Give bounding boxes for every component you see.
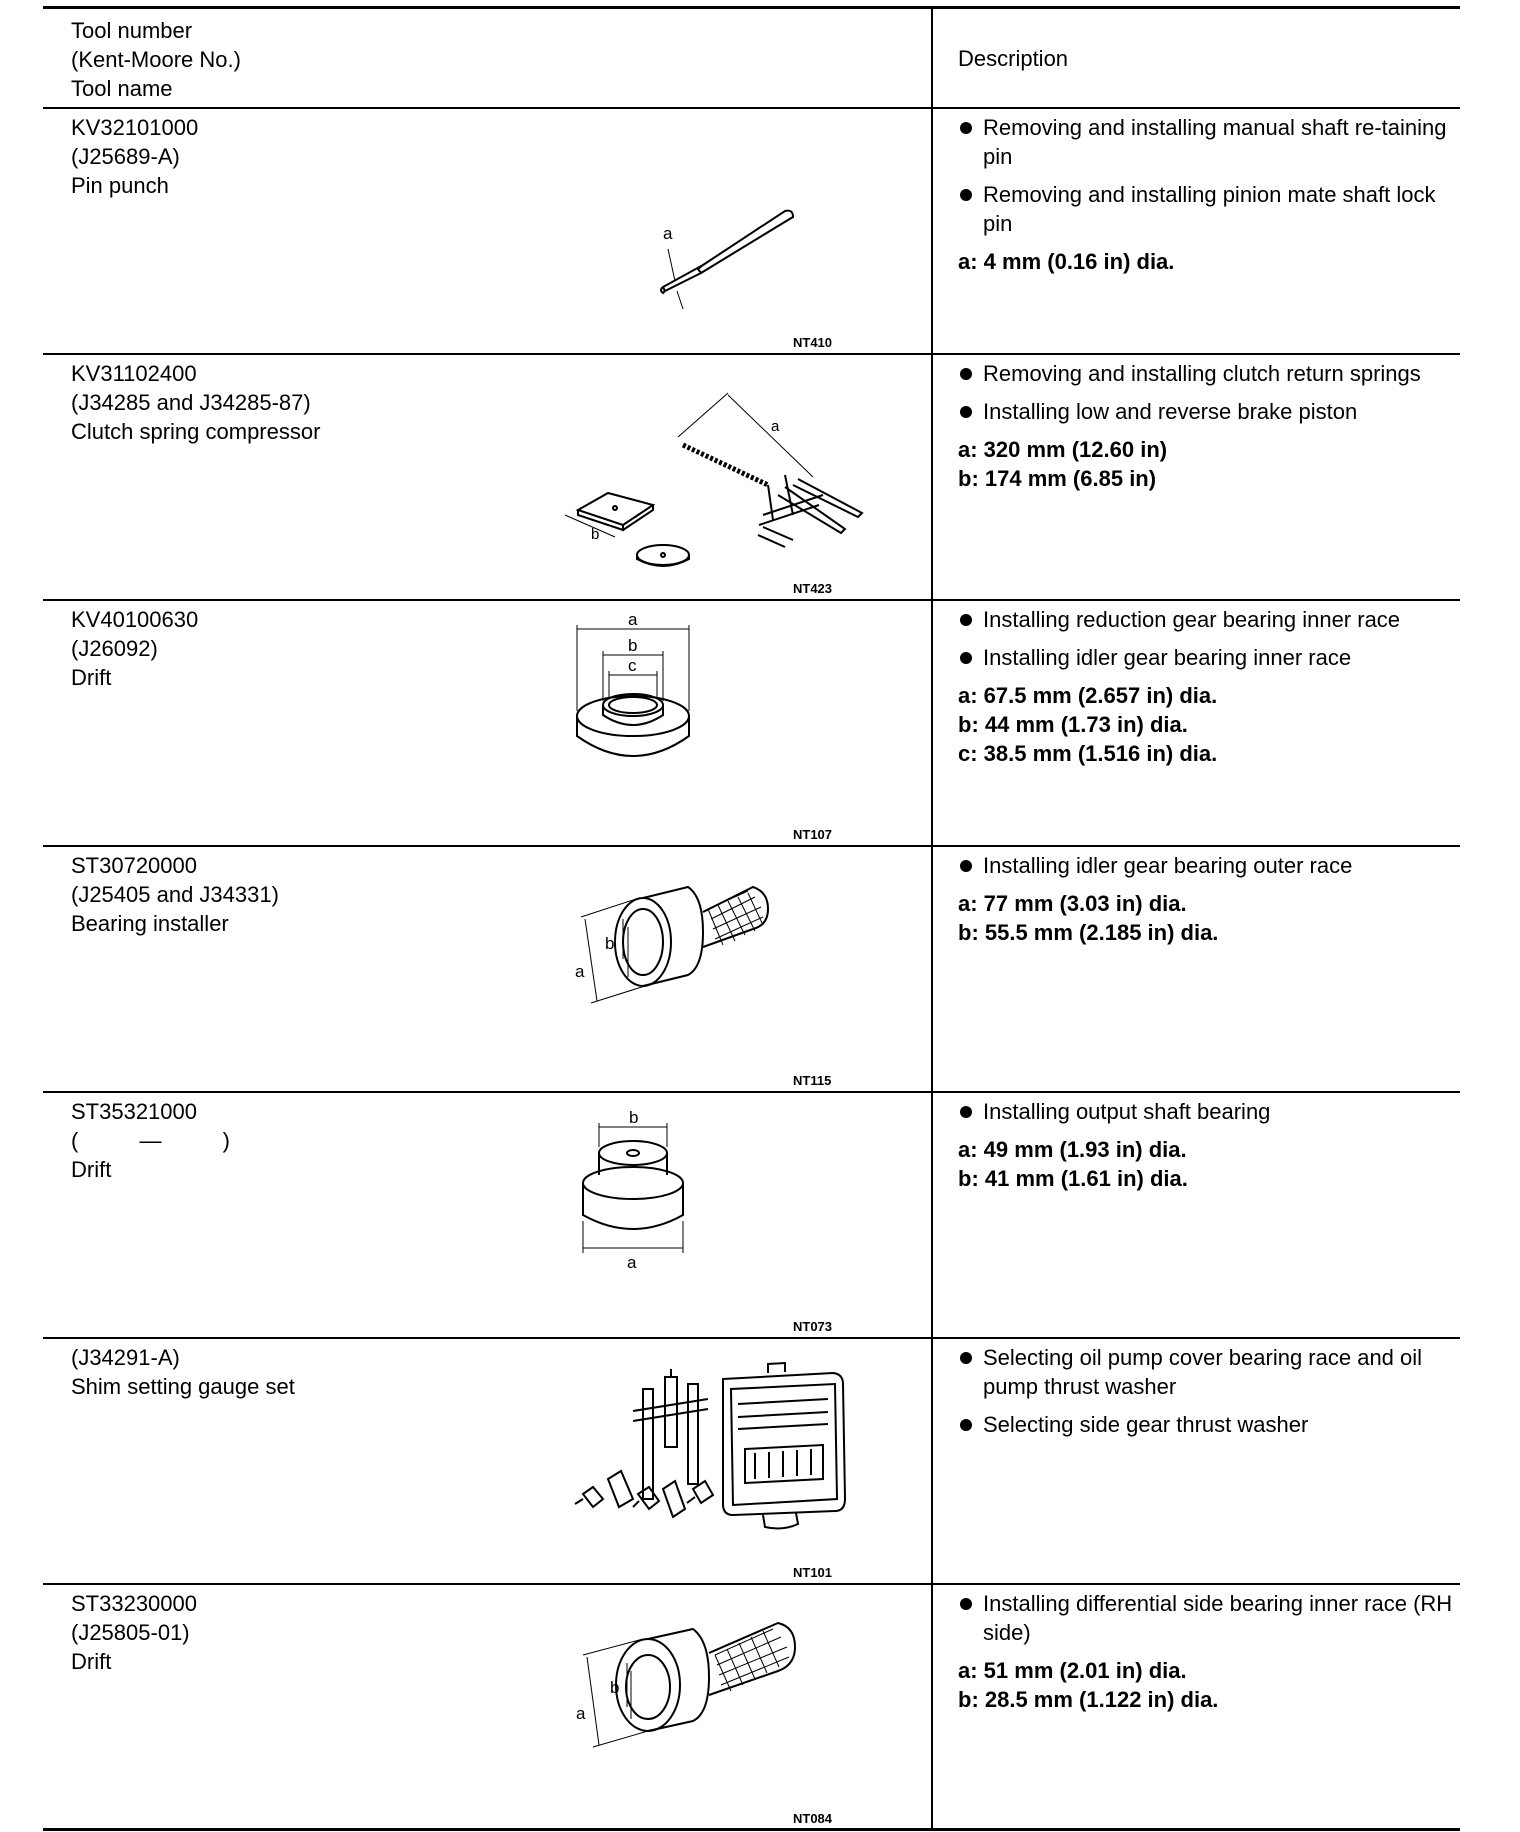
tool-name: Bearing installer	[71, 911, 229, 936]
description-item	[958, 180, 1453, 238]
description-item	[958, 851, 1453, 880]
bearing-installer-illustration	[523, 857, 923, 1087]
description-text: Removing and installing manual shaft re-taining pin	[983, 115, 1447, 169]
bullet-icon	[960, 614, 972, 626]
bullet-icon	[960, 652, 972, 664]
figure-label-c: c	[628, 656, 637, 675]
bullet-icon	[960, 1352, 972, 1364]
tool-number: KV40100630	[71, 607, 199, 632]
description-text: Selecting side gear thrust washer	[983, 1412, 1309, 1437]
figure-code: NT115	[793, 1073, 832, 1087]
clutch-spring-compressor-illustration	[523, 365, 923, 595]
figure-code: NT410	[793, 335, 833, 349]
kent-moore-number: (J34285 and J34285-87)	[71, 390, 311, 415]
spec-line: a: 49 mm (1.93 in) dia.	[958, 1137, 1187, 1162]
tool-info	[71, 851, 279, 938]
figure-label-b: b	[610, 1678, 620, 1697]
drift-illustration	[523, 1103, 923, 1333]
tool-info	[71, 113, 198, 200]
description-item	[958, 113, 1453, 171]
spec-line: c: 38.5 mm (1.516 in) dia.	[958, 741, 1218, 766]
tool-info	[71, 1589, 197, 1676]
header-line: (Kent-Moore No.)	[71, 47, 241, 72]
bullet-icon	[960, 1419, 972, 1431]
bullet-icon	[960, 406, 972, 418]
tool-number: KV32101000	[71, 115, 199, 140]
spec-line: a: 320 mm (12.60 in)	[958, 437, 1168, 462]
bullet-icon	[960, 1598, 972, 1610]
bullet-icon	[960, 1106, 972, 1118]
description-text: Installing idler gear bearing outer race	[983, 853, 1353, 878]
kent-moore-number: (J25805-01)	[71, 1620, 190, 1645]
kent-moore-number: ( — )	[71, 1128, 230, 1153]
kent-moore-number: (J25405 and J34331)	[71, 882, 279, 907]
header-tool-column	[71, 16, 241, 103]
header-line: Tool number	[71, 18, 193, 43]
figure-label-a: a	[575, 962, 585, 981]
figure-code: NT423	[793, 581, 833, 595]
figure-label-b: b	[629, 1108, 639, 1127]
description-text: Installing reduction gear bearing inner race	[983, 607, 1401, 632]
figure-label-a: a	[663, 224, 673, 243]
tool-name: Shim setting gauge set	[71, 1374, 295, 1399]
spec-line: b: 55.5 mm (2.185 in) dia.	[958, 920, 1219, 945]
bullet-icon	[960, 368, 972, 380]
tool-row-bearing-installer	[43, 847, 1460, 1093]
tool-number: ST30720000	[71, 853, 197, 878]
figure-label-b: b	[605, 934, 615, 953]
spec-line: b: 41 mm (1.61 in) dia.	[958, 1166, 1188, 1191]
description-item	[958, 1410, 1453, 1439]
tool-description	[958, 1097, 1453, 1193]
tool-info	[71, 359, 320, 446]
description-item	[958, 1589, 1453, 1647]
tool-info	[71, 1097, 230, 1184]
tool-name: Drift	[71, 1649, 112, 1674]
tool-description	[958, 359, 1453, 493]
pin-punch-illustration	[523, 119, 923, 349]
special-tools-table	[43, 6, 1460, 1832]
tool-name: Drift	[71, 1157, 112, 1182]
tool-row-clutch-spring-compressor	[43, 355, 1460, 601]
tool-row-shim-setting-gauge-set	[43, 1339, 1460, 1585]
tool-description	[958, 113, 1453, 276]
spec-line: b: 44 mm (1.73 in) dia.	[958, 712, 1188, 737]
shim-setting-gauge-set-illustration	[523, 1349, 923, 1579]
kent-moore-number: (J34291-A)	[71, 1345, 180, 1370]
description-text: Removing and installing pinion mate shaft lock pin	[983, 182, 1436, 236]
bullet-icon	[960, 860, 972, 872]
tool-row-drift-st35321000	[43, 1093, 1460, 1339]
description-text: Installing low and reverse brake piston	[983, 399, 1358, 424]
header-line: Tool name	[71, 76, 173, 101]
description-item	[958, 397, 1453, 426]
spec-line: a: 77 mm (3.03 in) dia.	[958, 891, 1187, 916]
tool-number: ST33230000	[71, 1591, 197, 1616]
figure-code: NT107	[793, 827, 833, 841]
spec-line: b: 28.5 mm (1.122 in) dia.	[958, 1687, 1219, 1712]
description-item	[958, 643, 1453, 672]
tool-description	[958, 1343, 1453, 1448]
kent-moore-number: (J25689-A)	[71, 144, 180, 169]
tool-name: Drift	[71, 665, 112, 690]
description-item	[958, 605, 1453, 634]
description-item	[958, 359, 1453, 388]
figure-label-b: b	[628, 636, 638, 655]
tool-name: Pin punch	[71, 173, 169, 198]
tool-number: KV31102400	[71, 361, 197, 386]
figure-label-b: b	[591, 526, 600, 543]
spec-line: b: 174 mm (6.85 in)	[958, 466, 1157, 491]
spec-line: a: 4 mm (0.16 in) dia.	[958, 249, 1175, 274]
figure-code: NT101	[793, 1565, 833, 1579]
figure-label-a: a	[627, 1253, 637, 1272]
spec-line: a: 67.5 mm (2.657 in) dia.	[958, 683, 1218, 708]
figure-label-a: a	[576, 1704, 586, 1723]
description-text: Selecting oil pump cover bearing race and oil pump thrust washer	[983, 1345, 1423, 1399]
tool-description	[958, 1589, 1453, 1714]
tool-row-drift-kv40100630	[43, 601, 1460, 847]
description-text: Installing differential side bearing inner race (RH side)	[983, 1591, 1453, 1645]
tool-number: ST35321000	[71, 1099, 197, 1124]
description-text: Removing and installing clutch return springs	[983, 361, 1421, 386]
drift-illustration	[523, 1595, 923, 1825]
figure-code: NT084	[793, 1811, 833, 1825]
header-description: Description	[958, 46, 1069, 71]
tool-row-drift-st33230000	[43, 1585, 1460, 1831]
tool-info	[71, 1343, 295, 1401]
figure-code: NT073	[793, 1319, 833, 1333]
figure-label-a: a	[628, 611, 638, 629]
description-text: Installing output shaft bearing	[983, 1099, 1271, 1124]
tool-name: Clutch spring compressor	[71, 419, 321, 444]
table-top-rule	[43, 6, 1460, 9]
description-item	[958, 1343, 1453, 1401]
tool-description	[958, 605, 1453, 768]
drift-illustration	[523, 611, 923, 841]
description-text: Installing idler gear bearing inner race	[983, 645, 1352, 670]
spec-line: a: 51 mm (2.01 in) dia.	[958, 1658, 1187, 1683]
bullet-icon	[960, 189, 972, 201]
kent-moore-number: (J26092)	[71, 636, 158, 661]
tool-info	[71, 605, 198, 692]
description-item	[958, 1097, 1453, 1126]
bullet-icon	[960, 122, 972, 134]
tool-row-pin-punch	[43, 109, 1460, 355]
tool-description	[958, 851, 1453, 947]
figure-label-a: a	[771, 418, 780, 435]
